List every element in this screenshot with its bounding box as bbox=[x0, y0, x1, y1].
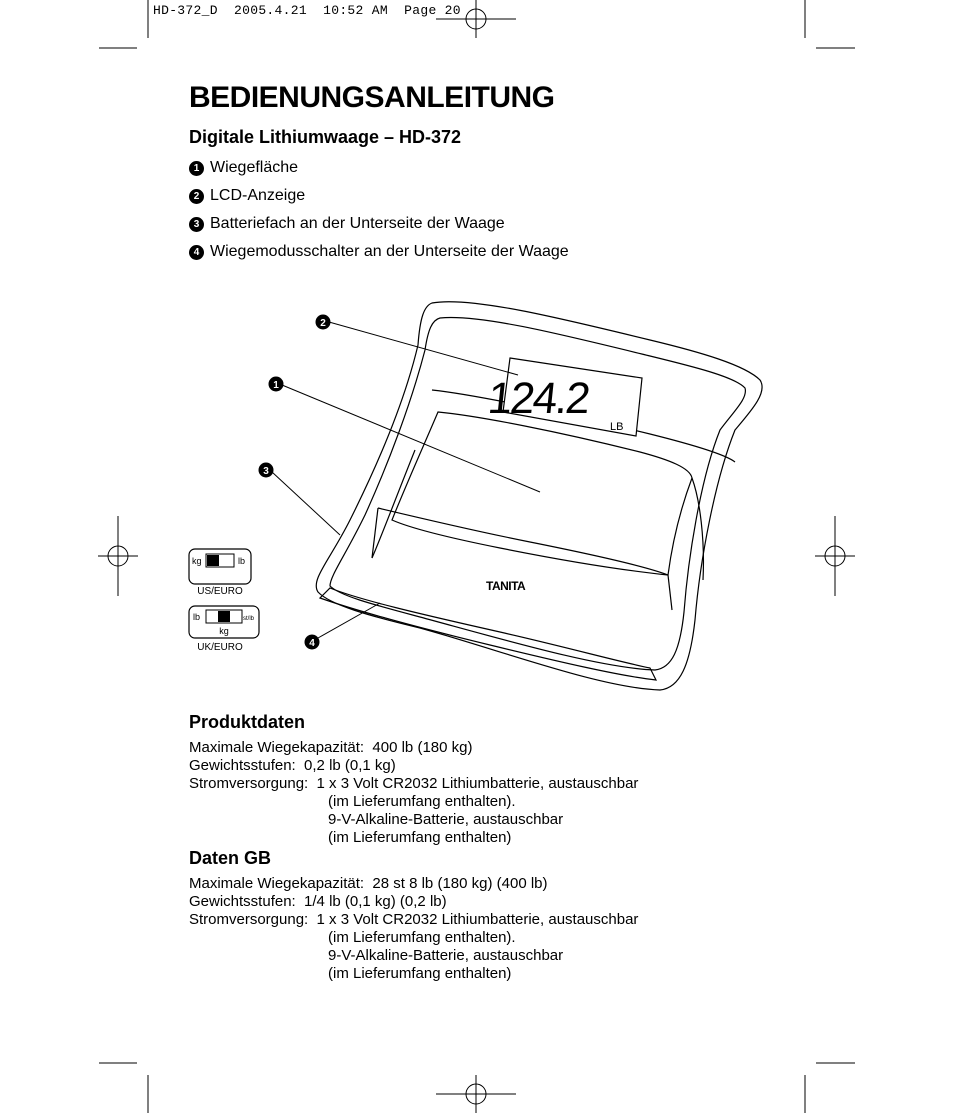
section-heading-produktdaten: Produktdaten bbox=[189, 712, 306, 732]
lcd-unit: LB bbox=[610, 421, 624, 433]
weighing-platform bbox=[392, 412, 692, 575]
switch-us-euro bbox=[189, 549, 251, 597]
scale-front-lip bbox=[320, 588, 656, 680]
switch-right-label: st/lb bbox=[243, 616, 255, 622]
callout-label: 2 bbox=[320, 318, 326, 329]
callout-3 bbox=[259, 463, 274, 478]
callout-label: 3 bbox=[263, 466, 269, 477]
lcd-display bbox=[486, 358, 642, 436]
part-label: Wiegefläche bbox=[210, 159, 299, 176]
print-slug: HD-372_D 2005.4.21 10:52 AM Page 20 bbox=[153, 3, 461, 18]
switch-right-label: lb bbox=[238, 556, 246, 566]
page-title: BEDIENUNGSANLEITUNG bbox=[189, 81, 555, 114]
callout-label: 1 bbox=[273, 380, 279, 391]
part-label: LCD-Anzeige bbox=[210, 187, 306, 204]
number-badge: 3 bbox=[189, 217, 204, 232]
switch-left-label: kg bbox=[192, 556, 202, 566]
spec-line: Maximale Wiegekapazität: 28 st 8 lb (180 kg) (400 lb) bbox=[189, 875, 548, 892]
spec-line: Stromversorgung: 1 x 3 Volt CR2032 Lithiumbatterie, austauschbar bbox=[189, 911, 639, 928]
spec-line: Gewichtsstufen: 1/4 lb (0,1 kg) (0,2 lb) bbox=[189, 893, 447, 910]
spec-line-indented: (im Lieferumfang enthalten) bbox=[328, 829, 512, 846]
switch-caption: US/EURO bbox=[197, 586, 243, 597]
switch-uk-euro bbox=[189, 606, 259, 653]
brand-logo: TANITA bbox=[486, 579, 526, 593]
product-subtitle: Digitale Lithiumwaage – HD-372 bbox=[189, 127, 462, 147]
spec-line-indented: (im Lieferumfang enthalten). bbox=[328, 793, 516, 810]
switch-bottom-label: kg bbox=[219, 626, 229, 636]
switch-caption: UK/EURO bbox=[197, 642, 243, 653]
spec-line-indented: 9-V-Alkaline-Batterie, austauschbar bbox=[328, 811, 564, 828]
callout-2 bbox=[316, 315, 331, 330]
spec-line: Gewichtsstufen: 0,2 lb (0,1 kg) bbox=[189, 757, 396, 774]
section-heading-daten-gb: Daten GB bbox=[189, 848, 272, 868]
lcd-reading: 124.2 bbox=[485, 374, 591, 423]
switch-left-label: lb bbox=[193, 612, 201, 622]
spec-line-indented: 9-V-Alkaline-Batterie, austauschbar bbox=[328, 947, 564, 964]
callout-label: 4 bbox=[309, 638, 315, 649]
part-label: Batteriefach an der Unterseite der Waage bbox=[210, 215, 505, 232]
callout-4 bbox=[305, 635, 320, 650]
spec-line-indented: (im Lieferumfang enthalten). bbox=[328, 929, 516, 946]
spec-line: Maximale Wiegekapazität: 400 lb (180 kg) bbox=[189, 739, 473, 756]
number-badge: 4 bbox=[189, 245, 204, 260]
spec-line-indented: (im Lieferumfang enthalten) bbox=[328, 965, 512, 982]
scale-outer-shell bbox=[316, 302, 762, 690]
number-badge: 1 bbox=[189, 161, 204, 176]
spec-line: Stromversorgung: 1 x 3 Volt CR2032 Lithiumbatterie, austauschbar bbox=[189, 775, 639, 792]
callout-1 bbox=[269, 377, 284, 392]
number-badge: 2 bbox=[189, 189, 204, 204]
part-label: Wiegemodusschalter an der Unterseite der Waage bbox=[210, 243, 569, 260]
